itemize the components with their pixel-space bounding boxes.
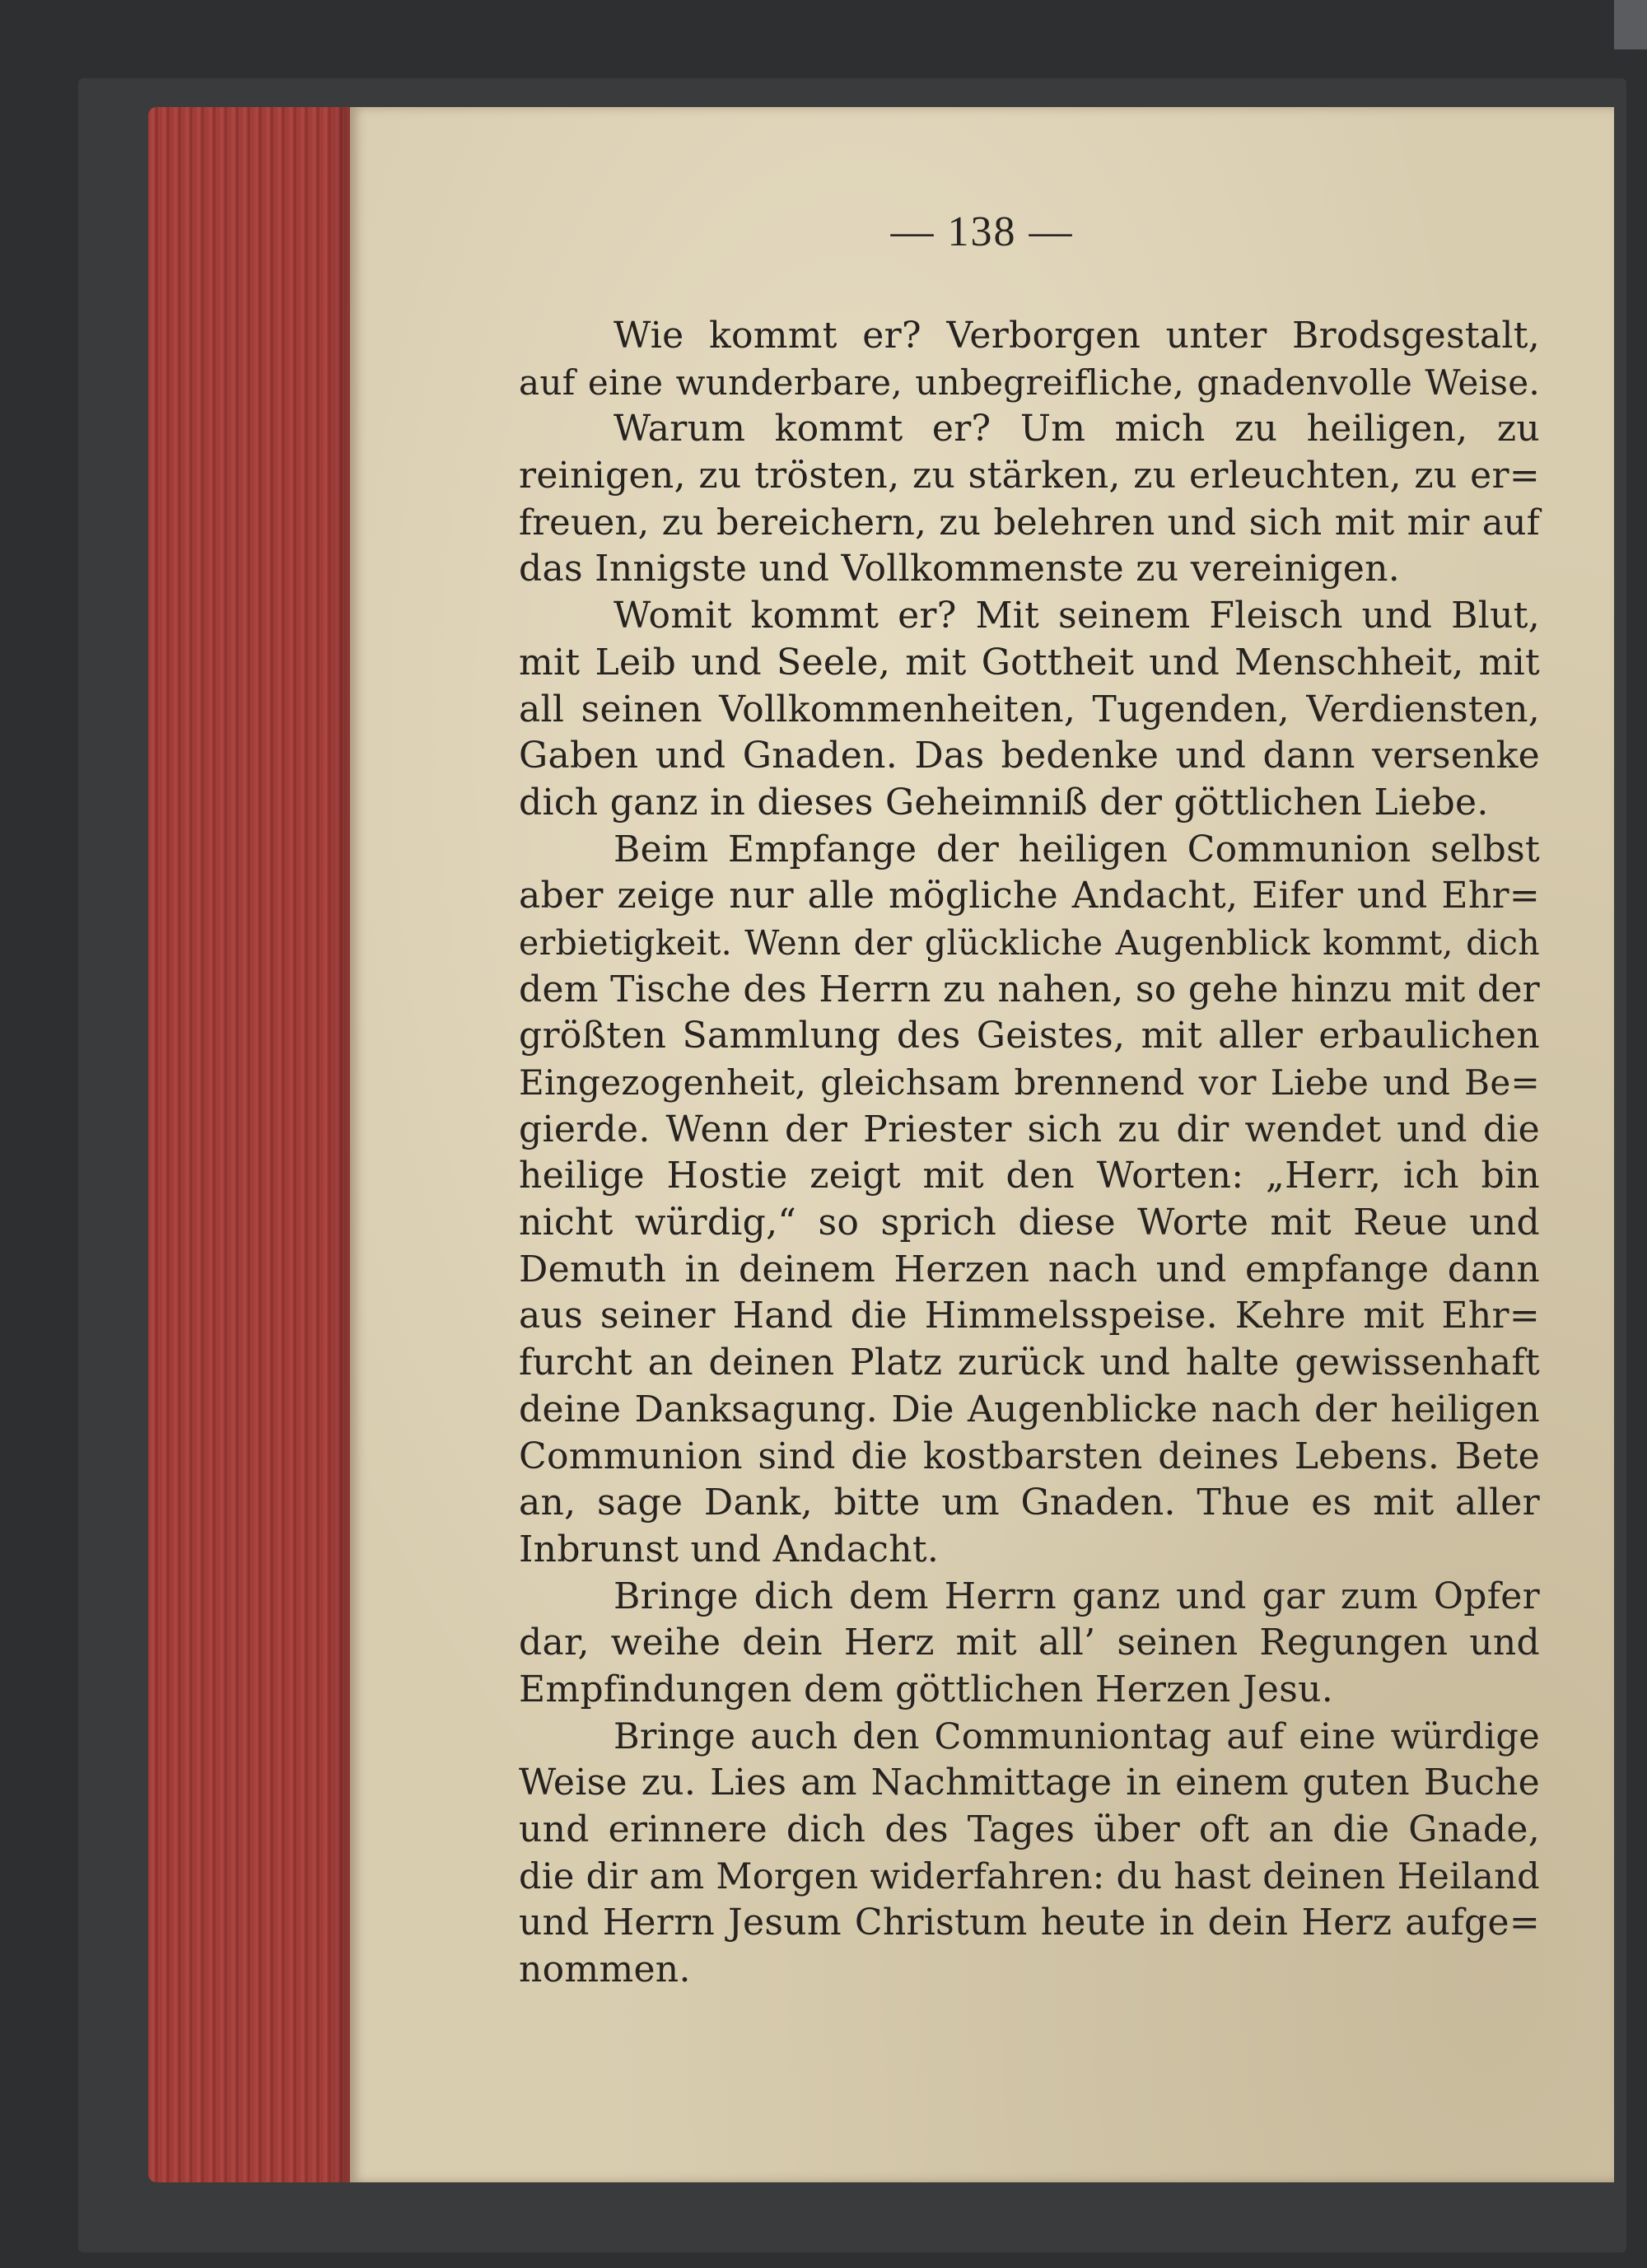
text-line: und Herrn Jesum Christum heute in dein Herz aufge= [519,1902,1540,1944]
text-line: Warum kommt er? Um mich zu heiligen, zu [614,408,1540,450]
text-line: nommen. [519,1948,691,1991]
text-line: aus seiner Hand die Himmelsspeise. Kehre mit Ehr= [519,1295,1540,1337]
text-line: Beim Empfange der heiligen Communion selbst [614,828,1540,870]
text-line: Inbrunst und Andacht. [519,1528,940,1570]
text-line: Empfindungen dem göttlichen Herzen Jesu. [519,1668,1334,1710]
text-line: mit Leib und Seele, mit Gottheit und Menschheit, mit [519,641,1540,684]
text-line: nicht würdig,“ so sprich diese Worte mit Reue und [519,1202,1540,1244]
text-line: das Innigste und Vollkommenste zu vereinigen. [519,548,1400,590]
text-line: Bringe auch den Communiontag auf eine würdige [614,1715,1540,1757]
text-line: freuen, zu bereichern, zu belehren und sich mit mir auf [519,502,1540,544]
text-line: all seinen Vollkommenheiten, Tugenden, Verdiensten, [519,688,1540,730]
text-line: an, sage Dank, bitte um Gnaden. Thue es mit aller [519,1482,1540,1524]
text-line: auf eine wunderbare, unbegreifliche, gnadenvolle Weise. [519,362,1540,403]
text-line: die dir am Morgen widerfahren: du hast deinen Heiland [519,1855,1540,1897]
text-line: heilige Hostie zeigt mit den Worten: „Herr, ich bin [519,1155,1540,1197]
text-line: deine Danksagung. Die Augenblicke nach der heiligen [519,1388,1540,1430]
background-edge [1614,0,1647,49]
text-line: und erinnere dich des Tages über oft an die Gnade, [519,1808,1540,1850]
page-text [519,313,1540,1994]
text-line: Gaben und Gnaden. Das bedenke und dann versenke [519,735,1540,777]
text-line: erbietigkeit. Wenn der glückliche Augenblick kommt, dich [519,922,1540,963]
text-line: Womit kommt er? Mit seinem Fleisch und Blut, [614,595,1540,637]
page-fore-edge [148,107,354,2182]
text-line: Communion sind die kostbarsten deines Lebens. Bete [519,1435,1540,1477]
text-line: aber zeige nur alle mögliche Andacht, Eifer und Ehr= [519,875,1540,917]
text-line: Bringe dich dem Herrn ganz und gar zum Opfer [614,1575,1540,1617]
text-line: dem Tische des Herrn zu nahen, so gehe hinzu mit der [519,968,1540,1010]
text-line: gierde. Wenn der Priester sich zu dir wendet und die [519,1108,1540,1150]
text-line: Wie kommt er? Verborgen unter Brodsgestalt, [614,315,1540,357]
text-line: Demuth in deinem Herzen nach und empfange dann [519,1248,1540,1290]
text-line: furcht an deinen Platz zurück und halte gewissenhaft [519,1342,1540,1384]
text-line: Weise zu. Lies am Nachmittage in einem guten Buche [519,1762,1540,1804]
text-line: dar, weihe dein Herz mit all’ seinen Regungen und [519,1622,1540,1664]
text-line: Eingezogenheit, gleichsam brennend vor Liebe und Be= [519,1062,1540,1103]
text-line: größten Sammlung des Geistes, mit aller erbaulichen [519,1015,1540,1057]
text-line: reinigen, zu trösten, zu stärken, zu erleuchten, zu er= [519,455,1540,497]
page-number: — 138 — [890,208,1074,255]
text-line: dich ganz in dieses Geheimniß der göttlichen Liebe. [519,781,1489,824]
book-page [350,107,1614,2182]
